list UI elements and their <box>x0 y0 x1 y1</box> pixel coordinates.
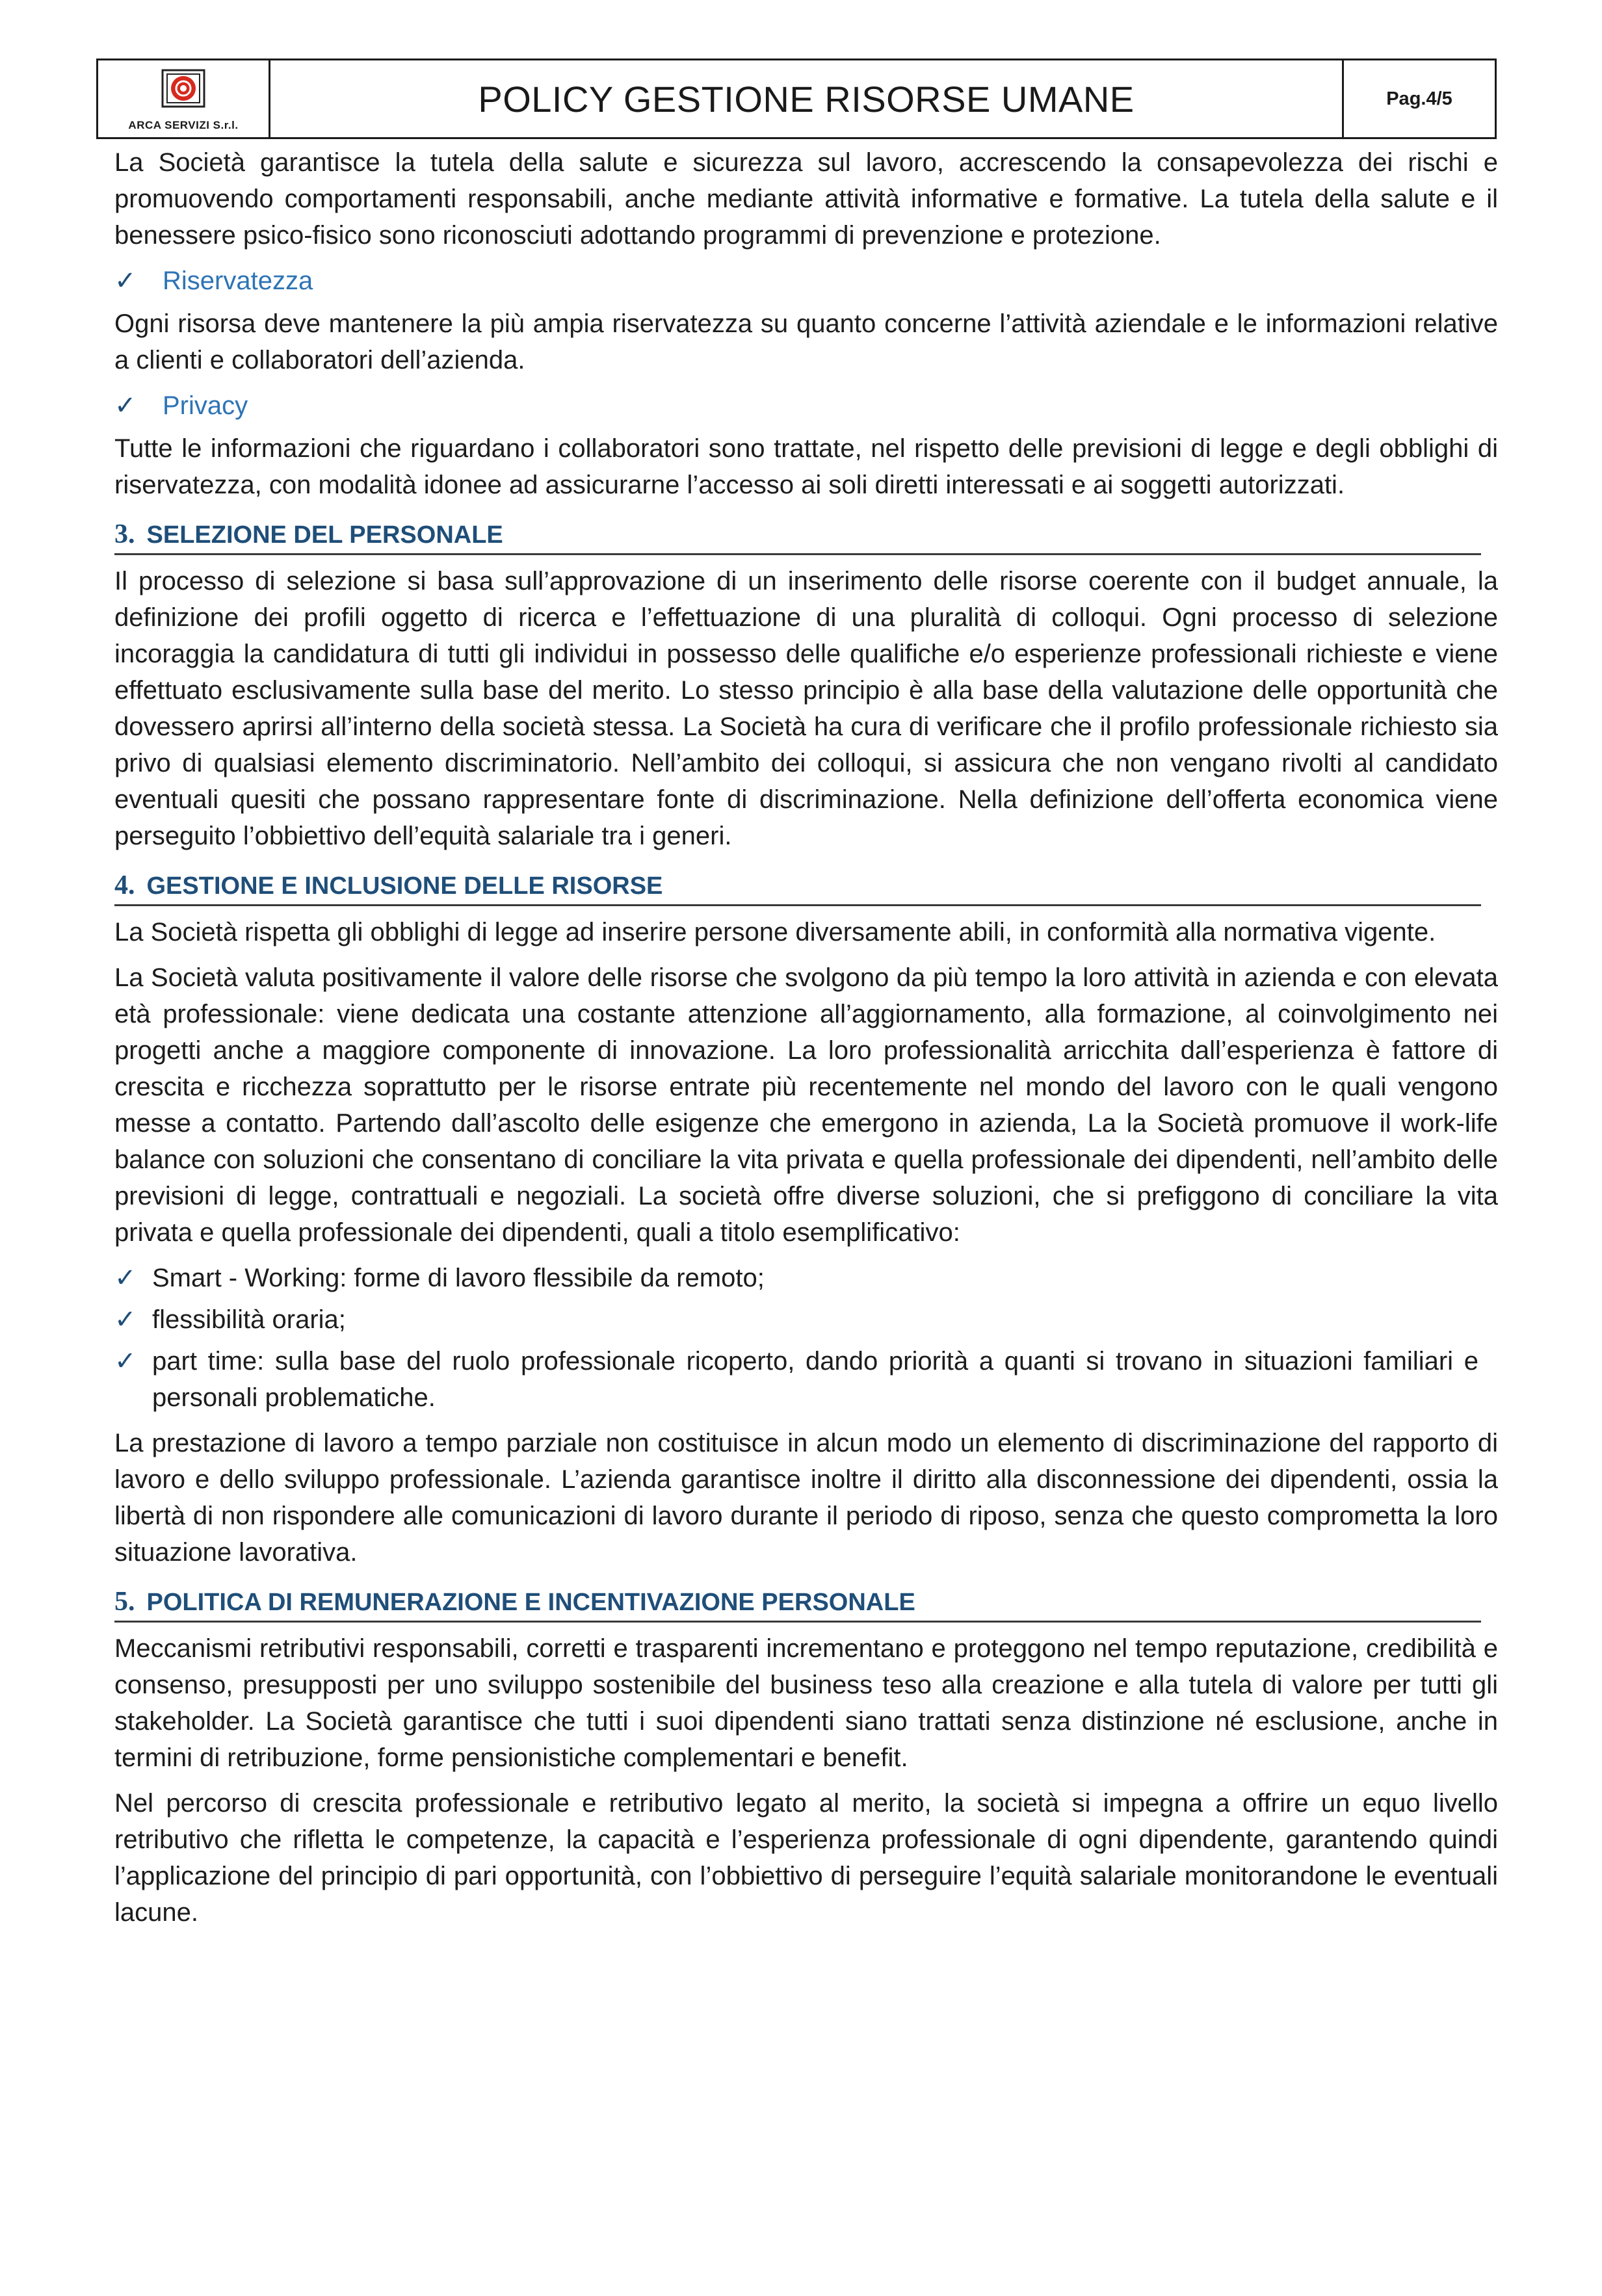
arca-logo-icon <box>161 68 206 109</box>
section-number: 5. <box>114 1587 135 1617</box>
list-item: ✓ Smart - Working: forme di lavoro flessibile da remoto; <box>114 1260 1498 1296</box>
section-3-heading <box>114 516 1481 555</box>
section-number: 3. <box>114 519 135 549</box>
section-5-paragraph-1: Meccanismi retributivi responsabili, corretti e trasparenti incrementano e proteggono nel tempo reputazione, credibilità e consenso, presupposti per uno sviluppo sostenibile del business teso alla creazione e alla tutela di valore per tutti gli stakeholder. La Società garantisce che tutti i suoi dipendenti siano trattati senza distinzione né esclusione, anche in termini di retribuzione, forme pensionistiche complementari e benefit. <box>114 1634 1498 1772</box>
section-3-paragraph: Il processo di selezione si basa sull’approvazione di un inserimento delle risorse coerente con il budget annuale, la definizione dei profili oggetto di ricerca e l’effettuazione di una pluralità di colloqui. Ogni processo di selezione incoraggia la candidatura di tutti gli individui in possesso delle qualifiche e/o esperienze professionali richieste e viene effettuato esclusivamente sulla base del merito. Lo stesso principio è alla base della valutazione delle opportunità che dovessero aprirsi all’interno della società stessa. La Società ha cura di verificare che il profilo professionale richiesto sia privo di qualsiasi elemento discriminatorio. Nell’ambito dei colloqui, si assicura che non vengano rivolti al candidato eventuali quesiti che possano rappresentare fonte di discriminazione. Nella definizione dell’offerta economica viene perseguito l’obbiettivo dell’equità salariale tra i generi. <box>114 567 1498 850</box>
check-icon: ✓ <box>114 391 137 420</box>
section-4-paragraph-1: La Società rispetta gli obblighi di legge ad inserire persone diversamente abili, in conformità alla normativa vigente. <box>114 918 1436 946</box>
intro-paragraph: La Società garantisce la tutela della salute e sicurezza sul lavoro, accrescendo la consapevolezza dei rischi e promuovendo comportamenti responsabili, anche mediante attività informative e formative. La tutela della salute e il benessere psico-fisico sono riconosciuti adottando programmi di prevenzione e protezione. <box>114 148 1498 250</box>
section-title: SELEZIONE DEL PERSONALE <box>146 521 503 549</box>
section-4-paragraph-3: La prestazione di lavoro a tempo parziale non costituisce in alcun modo un elemento di discriminazione del rapporto di lavoro e dello sviluppo professionale. L’azienda garantisce inoltre il diritto alla disconnessione dei dipendenti, ossia la libertà di non rispondere alle comunicazioni di lavoro durante il periodo di riposo, senza che questo comprometta la loro situazione lavorativa. <box>114 1429 1498 1567</box>
riservatezza-text: Ogni risorsa deve mantenere la più ampia riservatezza su quanto concerne l’attività aziendale e le informazioni relative a clienti e collaboratori dell’azienda. <box>114 309 1498 374</box>
riservatezza-heading <box>114 263 1498 299</box>
document-body <box>114 144 1498 1940</box>
section-4-heading <box>114 867 1481 906</box>
check-icon: ✓ <box>114 1264 137 1292</box>
section-5-heading <box>114 1584 1481 1623</box>
section-4-paragraph-2: La Società valuta positivamente il valore delle risorse che svolgono da più tempo la loro attività in azienda e con elevata età professionale: viene dedicata una costante attenzione all’aggiornamento, alla formazione, al coinvolgimento nei progetti anche a maggiore componente di innovazione. La loro professionalità arricchita dall’esperienza è fattore di crescita e ricchezza soprattutto per le risorse entrate più recentemente nel mondo del lavoro con le quali vengono messe a contatto. Partendo dall’ascolto delle esigenze che emergono in azienda, La la Società promuove il work-life balance con soluzioni che consentano di conciliare la vita privata e quella professionale dei dipendenti, nell’ambito delle previsioni di legge, contrattuali e negoziali. La società offre diverse soluzioni, che si prefiggono di conciliare la vita privata e quella professionale dei dipendenti, quali a titolo esemplificativo: <box>114 963 1498 1247</box>
section-title: GESTIONE E INCLUSIONE DELLE RISORSE <box>146 872 663 900</box>
privacy-title: Privacy <box>163 391 248 420</box>
riservatezza-title: Riservatezza <box>163 267 313 295</box>
section-title: POLITICA DI REMUNERAZIONE E INCENTIVAZIONE PERSONALE <box>146 1589 915 1616</box>
document-title: POLICY GESTIONE RISORSE UMANE <box>478 78 1135 120</box>
page-number: Pag.4/5 <box>1342 60 1495 137</box>
page-header <box>96 59 1497 139</box>
section-4-list <box>114 1260 1498 1416</box>
section-5-paragraph-2: Nel percorso di crescita professionale e retributivo legato al merito, la società si impegna a offrire un equo livello retributivo che rifletta le competenze, la capacità e l’esperienza professionale di ogni dipendente, garantendo quindi l’applicazione del principio di pari opportunità, con l’obbiettivo di perseguire l’equità salariale monitorandone le eventuali lacune. <box>114 1789 1498 1927</box>
check-icon: ✓ <box>114 1305 137 1334</box>
list-item: ✓ part time: sulla base del ruolo professionale ricoperto, dando priorità a quanti si trovano in situazioni familiari e personali problematiche. <box>114 1343 1498 1416</box>
section-number: 4. <box>114 870 135 900</box>
company-name: ARCA SERVIZI S.r.l. <box>128 119 239 131</box>
logo-cell <box>98 60 270 137</box>
list-item: ✓ flessibilità oraria; <box>114 1301 1498 1338</box>
check-icon: ✓ <box>114 1347 137 1376</box>
privacy-text: Tutte le informazioni che riguardano i collaboratori sono trattate, nel rispetto delle previsioni di legge e degli obblighi di riservatezza, con modalità idonee ad assicurarne l’accesso ai soli diretti interessati e ai soggetti autorizzati. <box>114 434 1498 499</box>
check-icon: ✓ <box>114 267 137 295</box>
privacy-heading <box>114 387 1498 424</box>
